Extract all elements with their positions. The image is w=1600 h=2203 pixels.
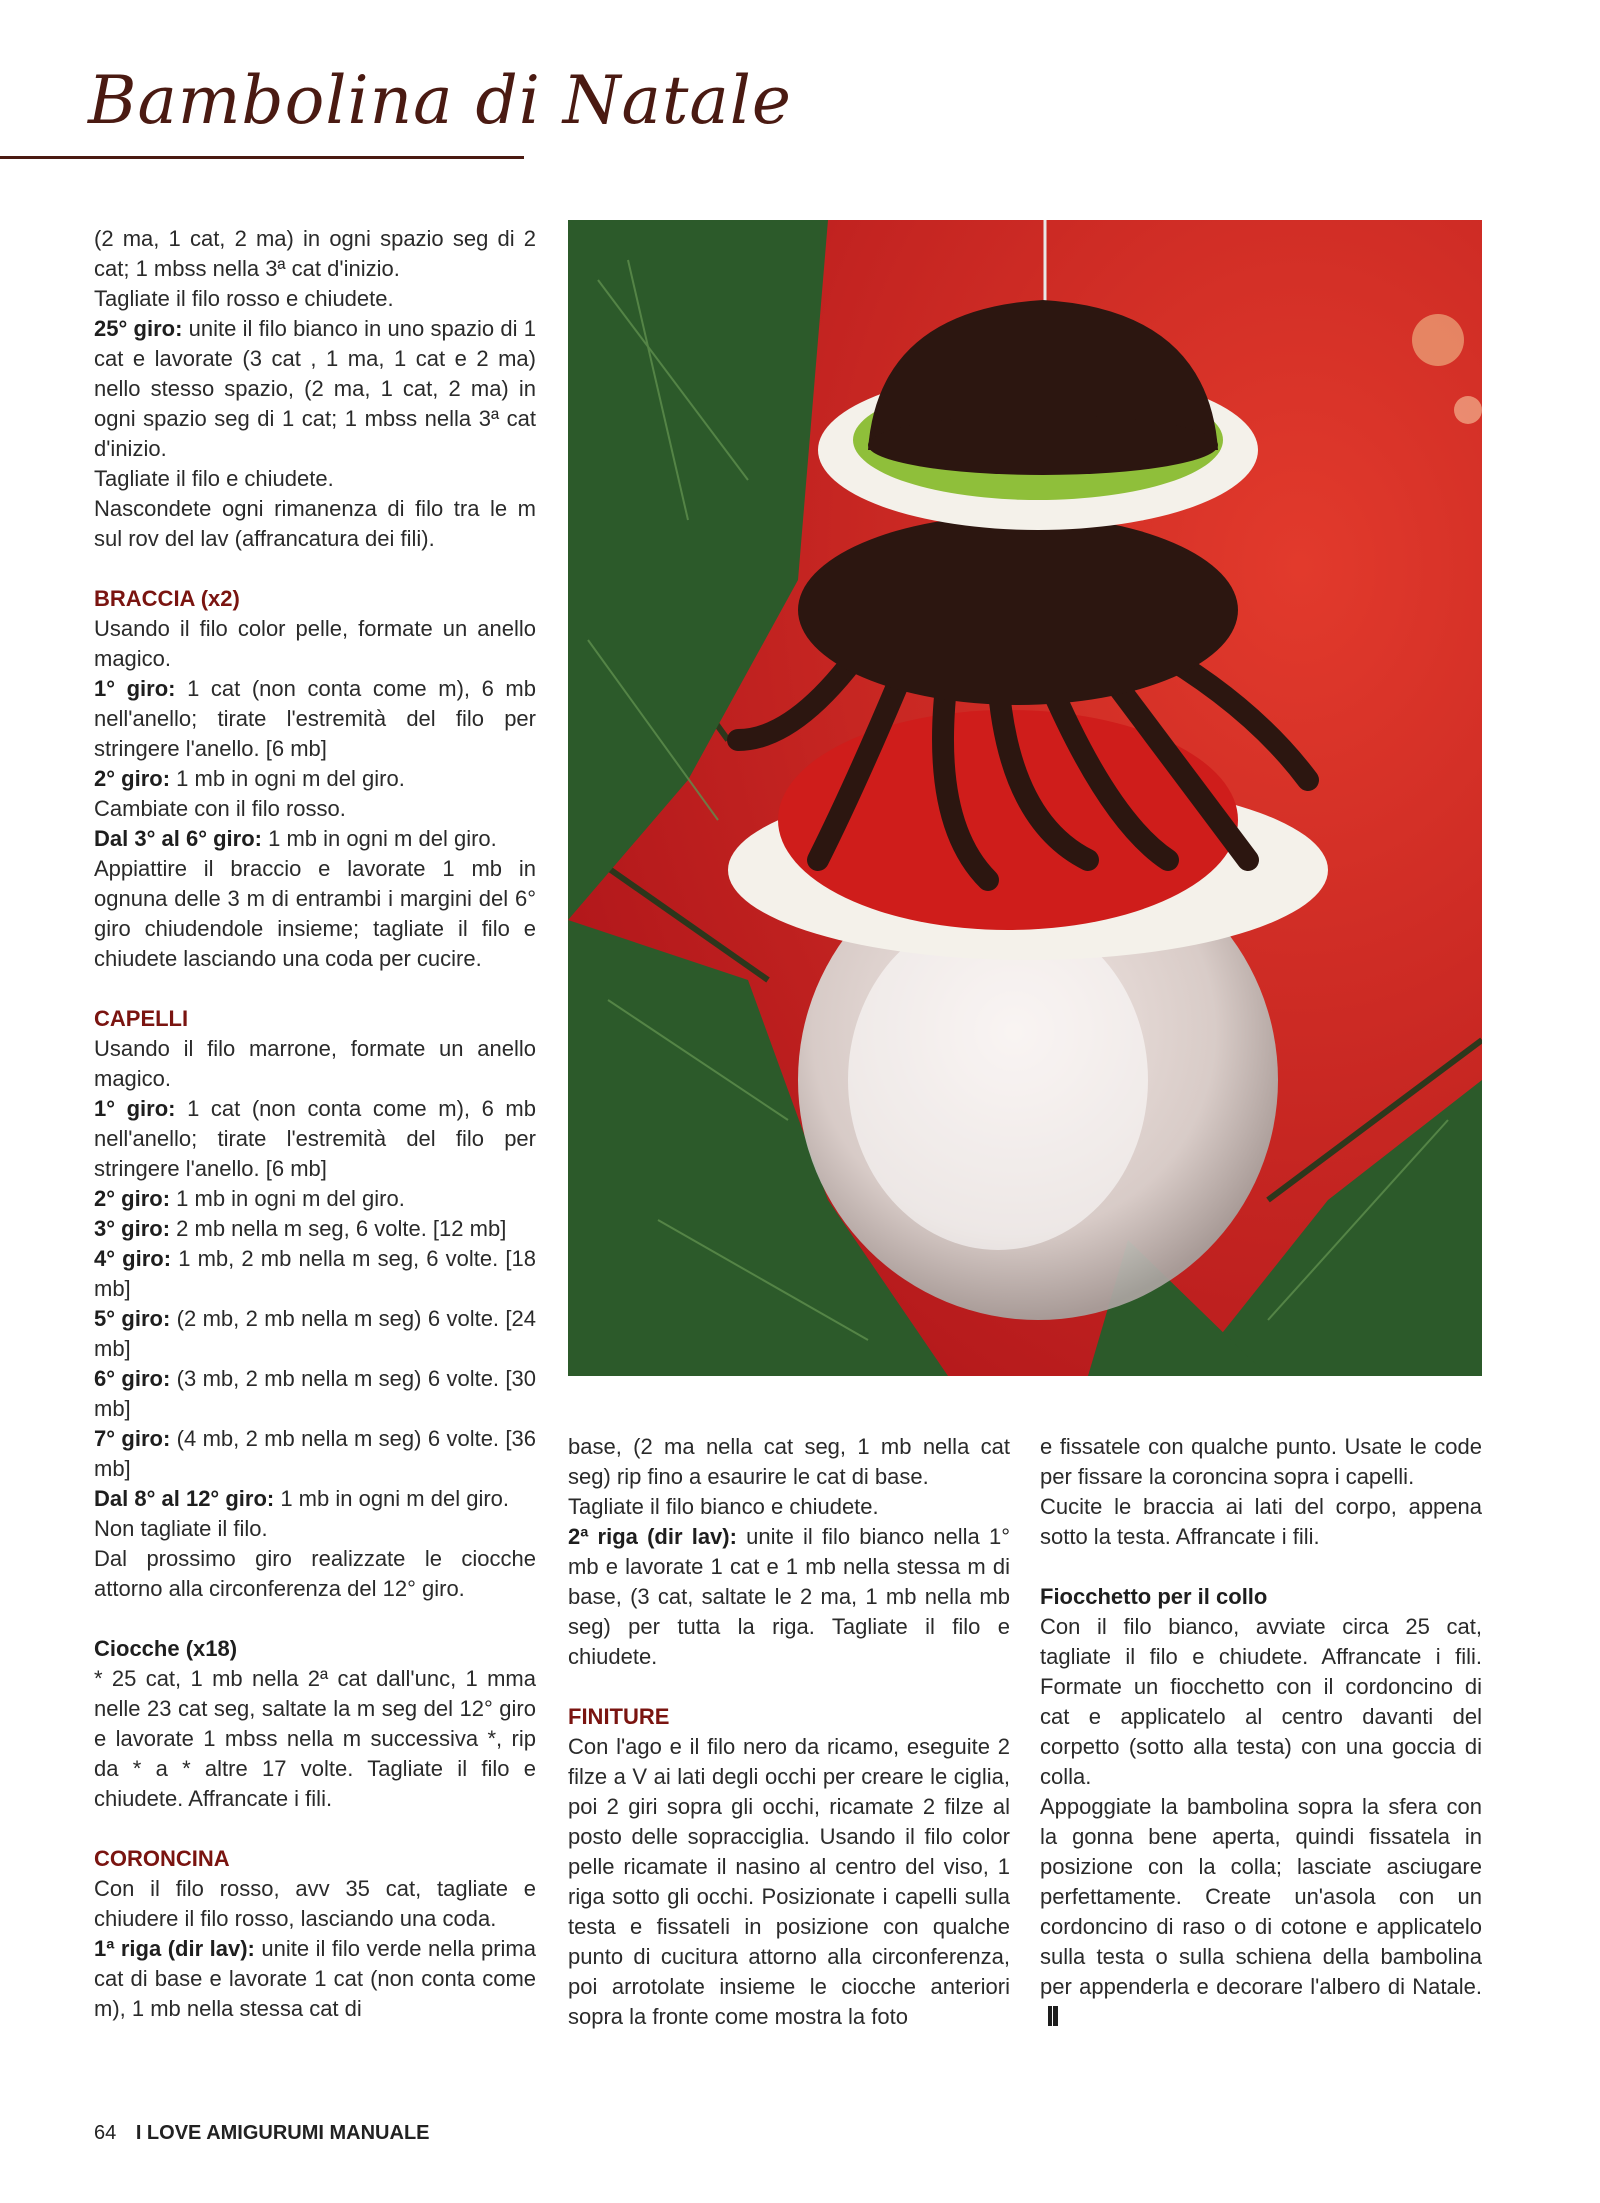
paragraph: Con il filo bianco, avviate circa 25 cat, tagliate il filo e chiudete. Affrancate i fili. Formate un fiocchetto con il cordoncino di cat e applicatelo al centro davanti del corpetto (sotto alla testa) con una goccia di colla. <box>1040 1614 1482 1789</box>
round <box>94 1304 536 1364</box>
round-text: 1 cat (non conta come m), 6 mb nell'anello; tirate l'estremità del filo per stringere l'anello. [6 mb] <box>94 676 536 761</box>
paragraph: e fissatele con qualche punto. Usate le code per fissare la coroncina sopra i capelli. <box>1040 1434 1482 1489</box>
page-title: Bambolina di Natale <box>88 62 792 139</box>
round-text: 1 mb in ogni m del giro. <box>274 1486 509 1511</box>
round-label: 4° giro: <box>94 1246 172 1271</box>
round-label: 1ª riga (dir lav): <box>94 1936 255 1961</box>
column-2 <box>568 1432 1010 2032</box>
paragraph: Usando il filo marrone, formate un anello magico. <box>94 1036 536 1091</box>
row-2 <box>568 1522 1010 1672</box>
paragraph: * 25 cat, 1 mb nella 2ª cat dall'unc, 1 mma nelle 23 cat seg, saltate la m seg del 12° giro e lavorate 1 mbss nella m successiva *, rip da * a * altre 17 volte. Tagliate il filo e chiudete. Affrancate i fili. <box>94 1666 536 1811</box>
round-label: 1° giro: <box>94 1096 176 1121</box>
section-heading-capelli: CAPELLI <box>94 1006 189 1031</box>
section-heading-coroncina: CORONCINA <box>94 1846 230 1871</box>
paragraph: Tagliate il filo e chiudete. <box>94 466 334 491</box>
round-text: 1 mb in ogni m del giro. <box>170 766 405 791</box>
round-label: 25° giro: <box>94 316 183 341</box>
column-1 <box>94 224 536 2024</box>
round-text: unite il filo verde nella prima cat di base e lavorate 1 cat (non conta come m), 1 mb nella stessa cat di <box>94 1936 536 2021</box>
round-label: 5° giro: <box>94 1306 171 1331</box>
round-label: 7° giro: <box>94 1426 171 1451</box>
paragraph: Dal prossimo giro realizzate le ciocche attorno alla circonferenza del 12° giro. <box>94 1546 536 1601</box>
round <box>94 1184 536 1214</box>
paragraph-final <box>1040 1792 1482 2032</box>
round-text: (2 mb, 2 mb nella m seg) 6 volte. [24 mb] <box>94 1306 536 1361</box>
round-label: 6° giro: <box>94 1366 171 1391</box>
round-label: Dal 8° al 12° giro: <box>94 1486 275 1511</box>
round <box>94 1364 536 1424</box>
section-heading-ciocche: Ciocche (x18) <box>94 1636 238 1661</box>
page-footer <box>94 2122 430 2145</box>
paragraph: Cambiate con il filo rosso. <box>94 796 346 821</box>
paragraph: Cucite le braccia ai lati del corpo, appena sotto la testa. Affrancate i fili. <box>1040 1494 1482 1549</box>
round-text: unite il filo bianco in uno spazio di 1 cat e lavorate (3 cat , 1 ma, 1 cat e 2 ma) nello stesso spazio, (2 ma, 1 cat, 2 ma) in ogni spazio seg di 1 cat; 1 mbss nella 3ª cat d'inizio. <box>94 316 536 461</box>
round-text: (4 mb, 2 mb nella m seg) 6 volte. [36 mb] <box>94 1426 536 1481</box>
title-divider <box>0 156 524 159</box>
round <box>94 1244 536 1304</box>
round-label: 1° giro: <box>94 676 176 701</box>
round-label: 2° giro: <box>94 1186 171 1211</box>
round-1 <box>94 674 536 764</box>
round-text: 1 mb in ogni m del giro. <box>261 826 497 851</box>
paragraph: (2 ma, 1 cat, 2 ma) in ogni spazio seg di 2 cat; 1 mbss nella 3ª cat d'inizio. <box>94 226 536 281</box>
paragraph: Tagliate il filo rosso e chiudete. <box>94 286 394 311</box>
round <box>94 1484 536 1514</box>
round <box>94 1424 536 1484</box>
paragraph: Con l'ago e il filo nero da ricamo, eseguite 2 filze a V ai lati degli occhi per creare le ciglia, poi 2 giri sopra gli occhi, ricamate 2 filze al posto delle sopracciglia. Usando il filo color pelle ricamate il nasino al centro del viso, 1 riga sotto gli occhi. Posizionate i capelli sulla testa e fissateli in posizione con qualche punto di cucitura attorno alla circonferenza, poi arrotolate insieme le ciocche anteriori sopra la fronte come mostra la foto <box>568 1734 1010 2029</box>
round-2 <box>94 764 536 794</box>
round-text: 1 mb, 2 mb nella m seg, 6 volte. [18 mb] <box>94 1246 536 1301</box>
round-3-6 <box>94 824 536 854</box>
round-label: Dal 3° al 6° giro: <box>94 826 262 851</box>
round-text: 1 mb in ogni m del giro. <box>170 1186 405 1211</box>
crochet-doll-ornament-photo <box>568 220 1482 1376</box>
round-label: 2° giro: <box>94 766 171 791</box>
round-25 <box>94 314 536 464</box>
round-text: 2 mb nella m seg, 6 volte. [12 mb] <box>170 1216 507 1241</box>
magazine-name: I LOVE AMIGURUMI MANUALE <box>135 2122 430 2144</box>
round-text: (3 mb, 2 mb nella m seg) 6 volte. [30 mb] <box>94 1366 536 1421</box>
paragraph: Con il filo rosso, avv 35 cat, tagliate e chiudere il filo rosso, lasciando una coda. <box>94 1876 536 1931</box>
round-label: 2ª riga (dir lav): <box>568 1524 737 1549</box>
section-heading-braccia: BRACCIA (x2) <box>94 586 240 611</box>
paragraph: Usando il filo color pelle, formate un anello magico. <box>94 616 536 671</box>
paragraph: Nascondete ogni rimanenza di filo tra le m sul rov del lav (affrancatura dei fili). <box>94 496 536 551</box>
section-heading-fiocchetto: Fiocchetto per il collo <box>1040 1584 1268 1609</box>
paragraph: Non tagliate il filo. <box>94 1516 268 1541</box>
row-1 <box>94 1934 536 2024</box>
round <box>94 1214 536 1244</box>
round-label: 3° giro: <box>94 1216 171 1241</box>
paragraph: Appiattire il braccio e lavorate 1 mb in ognuna delle 3 m di entrambi i margini del 6° giro chiudendole insieme; tagliate il filo e chiudete lasciando una coda per cucire. <box>94 856 536 971</box>
round-text: unite il filo bianco nella 1° mb e lavorate 1 cat e 1 mb nella stessa m di base, (3 cat, saltate le 2 ma, 1 mb nella mb seg) per tutta la riga. Tagliate il filo e chiudete. <box>568 1524 1010 1669</box>
round <box>94 1094 536 1184</box>
column-3 <box>1040 1432 1482 2032</box>
page-number: 64 <box>94 2122 117 2144</box>
round-text: 1 cat (non conta come m), 6 mb nell'anello; tirate l'estremità del filo per stringere l'anello. [6 mb] <box>94 1096 536 1181</box>
section-heading-finiture: FINITURE <box>568 1704 670 1729</box>
paragraph: base, (2 ma nella cat seg, 1 mb nella cat seg) rip fino a esaurire le cat di base. <box>568 1434 1010 1489</box>
final-text: Appoggiate la bambolina sopra la sfera con la gonna bene aperta, quindi fissatela in posizione con la colla; lasciate asciugare perfettamente. Create un'asola con un cordoncino di raso o di cotone e applicatelo sulla testa o sulla schiena della bambolina per appenderla e decorare l'albero di Natale. <box>1040 1794 1482 1999</box>
end-of-article-icon <box>1048 2006 1058 2026</box>
paragraph: Tagliate il filo bianco e chiudete. <box>568 1494 879 1519</box>
